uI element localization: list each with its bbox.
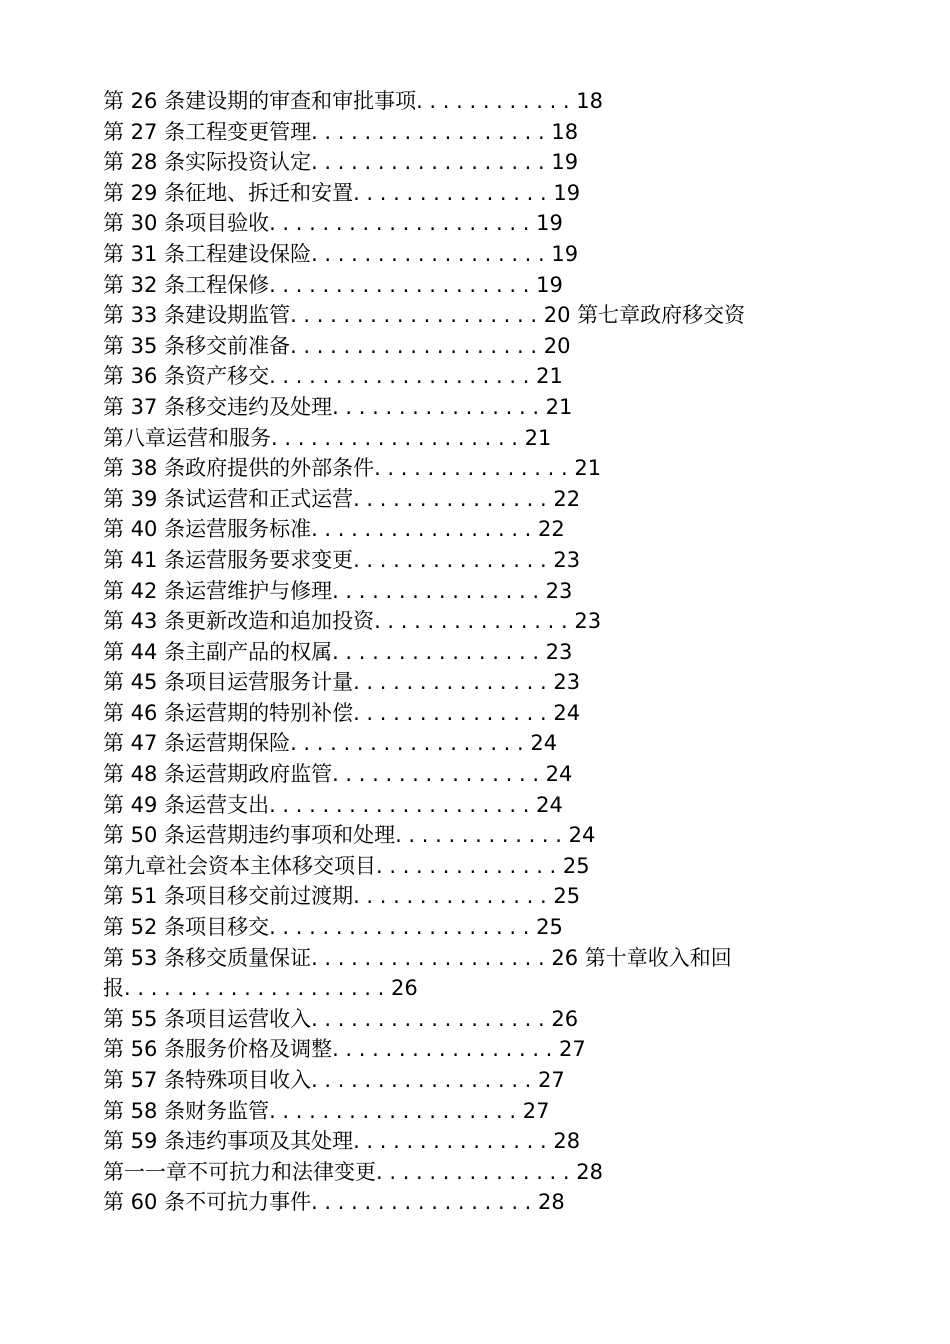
toc-line: 第 43 条更新改造和追加投资. . . . . . . . . . . . . . . 23 — [103, 609, 602, 634]
toc-line: 第 36 条资产移交. . . . . . . . . . . . . . . . . . . . 21 — [103, 364, 563, 389]
toc-line: 第 41 条运营服务要求变更. . . . . . . . . . . . . . . 23 — [103, 547, 581, 572]
toc-line: 第 28 条实际投资认定. . . . . . . . . . . . . . . . . . 19 — [103, 150, 579, 175]
toc-line: 第 35 条移交前准备. . . . . . . . . . . . . . . . . . . 20 — [103, 333, 571, 358]
toc-line: 第九章社会资本主体移交项目. . . . . . . . . . . . . . 25 — [103, 853, 590, 878]
table-of-contents — [103, 86, 883, 1218]
toc-line: 第 26 条建设期的审查和审批事项. . . . . . . . . . . . 18 — [103, 89, 603, 113]
toc-line: 第 44 条主副产品的权属. . . . . . . . . . . . . . . . 23 — [103, 639, 573, 664]
toc-line: 第 56 条服务价格及调整. . . . . . . . . . . . . . . . . 27 — [103, 1037, 586, 1062]
toc-line: 第 52 条项目移交. . . . . . . . . . . . . . . . . . . . 25 — [103, 915, 563, 940]
toc-line: 第 42 条运营维护与修理. . . . . . . . . . . . . . . . 23 — [103, 578, 573, 603]
toc-line: 第 39 条试运营和正式运营. . . . . . . . . . . . . . . 22 — [103, 486, 581, 511]
toc-line: 第 51 条项目移交前过渡期. . . . . . . . . . . . . . . 25 — [103, 884, 581, 909]
toc-line: 第 38 条政府提供的外部条件. . . . . . . . . . . . . . . 21 — [103, 456, 602, 481]
toc-line: 第八章运营和服务. . . . . . . . . . . . . . . . . . . 21 — [103, 425, 552, 450]
toc-line: 第 53 条移交质量保证. . . . . . . . . . . . . . . . . . 26 第十章收入和回 — [103, 945, 732, 970]
toc-line: 第 40 条运营服务标准. . . . . . . . . . . . . . . . . 22 — [103, 517, 565, 542]
toc-line: 第 50 条运营期违约事项和处理. . . . . . . . . . . . . 24 — [103, 823, 596, 848]
toc-line: 第 37 条移交违约及处理. . . . . . . . . . . . . . . . 21 — [103, 394, 573, 419]
toc-line: 第 60 条不可抗力事件. . . . . . . . . . . . . . . . . 28 — [103, 1190, 565, 1215]
toc-line: 第 48 条运营期政府监管. . . . . . . . . . . . . . . . 24 — [103, 762, 573, 787]
toc-line: 第 58 条财务监管. . . . . . . . . . . . . . . . . . . 27 — [103, 1098, 550, 1123]
toc-line: 第 29 条征地、拆迁和安置. . . . . . . . . . . . . . . 19 — [103, 180, 581, 205]
toc-line: 第 31 条工程建设保险. . . . . . . . . . . . . . . . . . 19 — [103, 241, 579, 266]
toc-line: 第 47 条运营期保险. . . . . . . . . . . . . . . . . . 24 — [103, 731, 558, 756]
toc-line: 第 57 条特殊项目收入. . . . . . . . . . . . . . . . . 27 — [103, 1068, 565, 1092]
toc-line: 第 59 条违约事项及其处理. . . . . . . . . . . . . . . 28 — [103, 1129, 581, 1154]
toc-line: 第 30 条项目验收. . . . . . . . . . . . . . . . . . . . 19 — [103, 211, 563, 236]
toc-line: 第 46 条运营期的特别补偿. . . . . . . . . . . . . . . 24 — [103, 700, 581, 725]
toc-line: 第 55 条项目运营收入. . . . . . . . . . . . . . . . . . 26 — [103, 1006, 579, 1031]
toc-line: 第 45 条项目运营服务计量. . . . . . . . . . . . . . . 23 — [103, 670, 581, 695]
toc-line: 报. . . . . . . . . . . . . . . . . . . . 26 — [103, 976, 418, 1001]
toc-line: 第 27 条工程变更管理. . . . . . . . . . . . . . . . . . 18 — [103, 119, 579, 144]
toc-line: 第 49 条运营支出. . . . . . . . . . . . . . . . . . . . 24 — [103, 792, 563, 817]
toc-line: 第 33 条建设期监管. . . . . . . . . . . . . . . . . . . 20 第七章政府移交资 — [103, 303, 746, 328]
toc-line: 第 32 条工程保修. . . . . . . . . . . . . . . . . . . . 19 — [103, 272, 563, 297]
toc-line: 第一一章不可抗力和法律变更. . . . . . . . . . . . . . . 28 — [103, 1159, 603, 1184]
